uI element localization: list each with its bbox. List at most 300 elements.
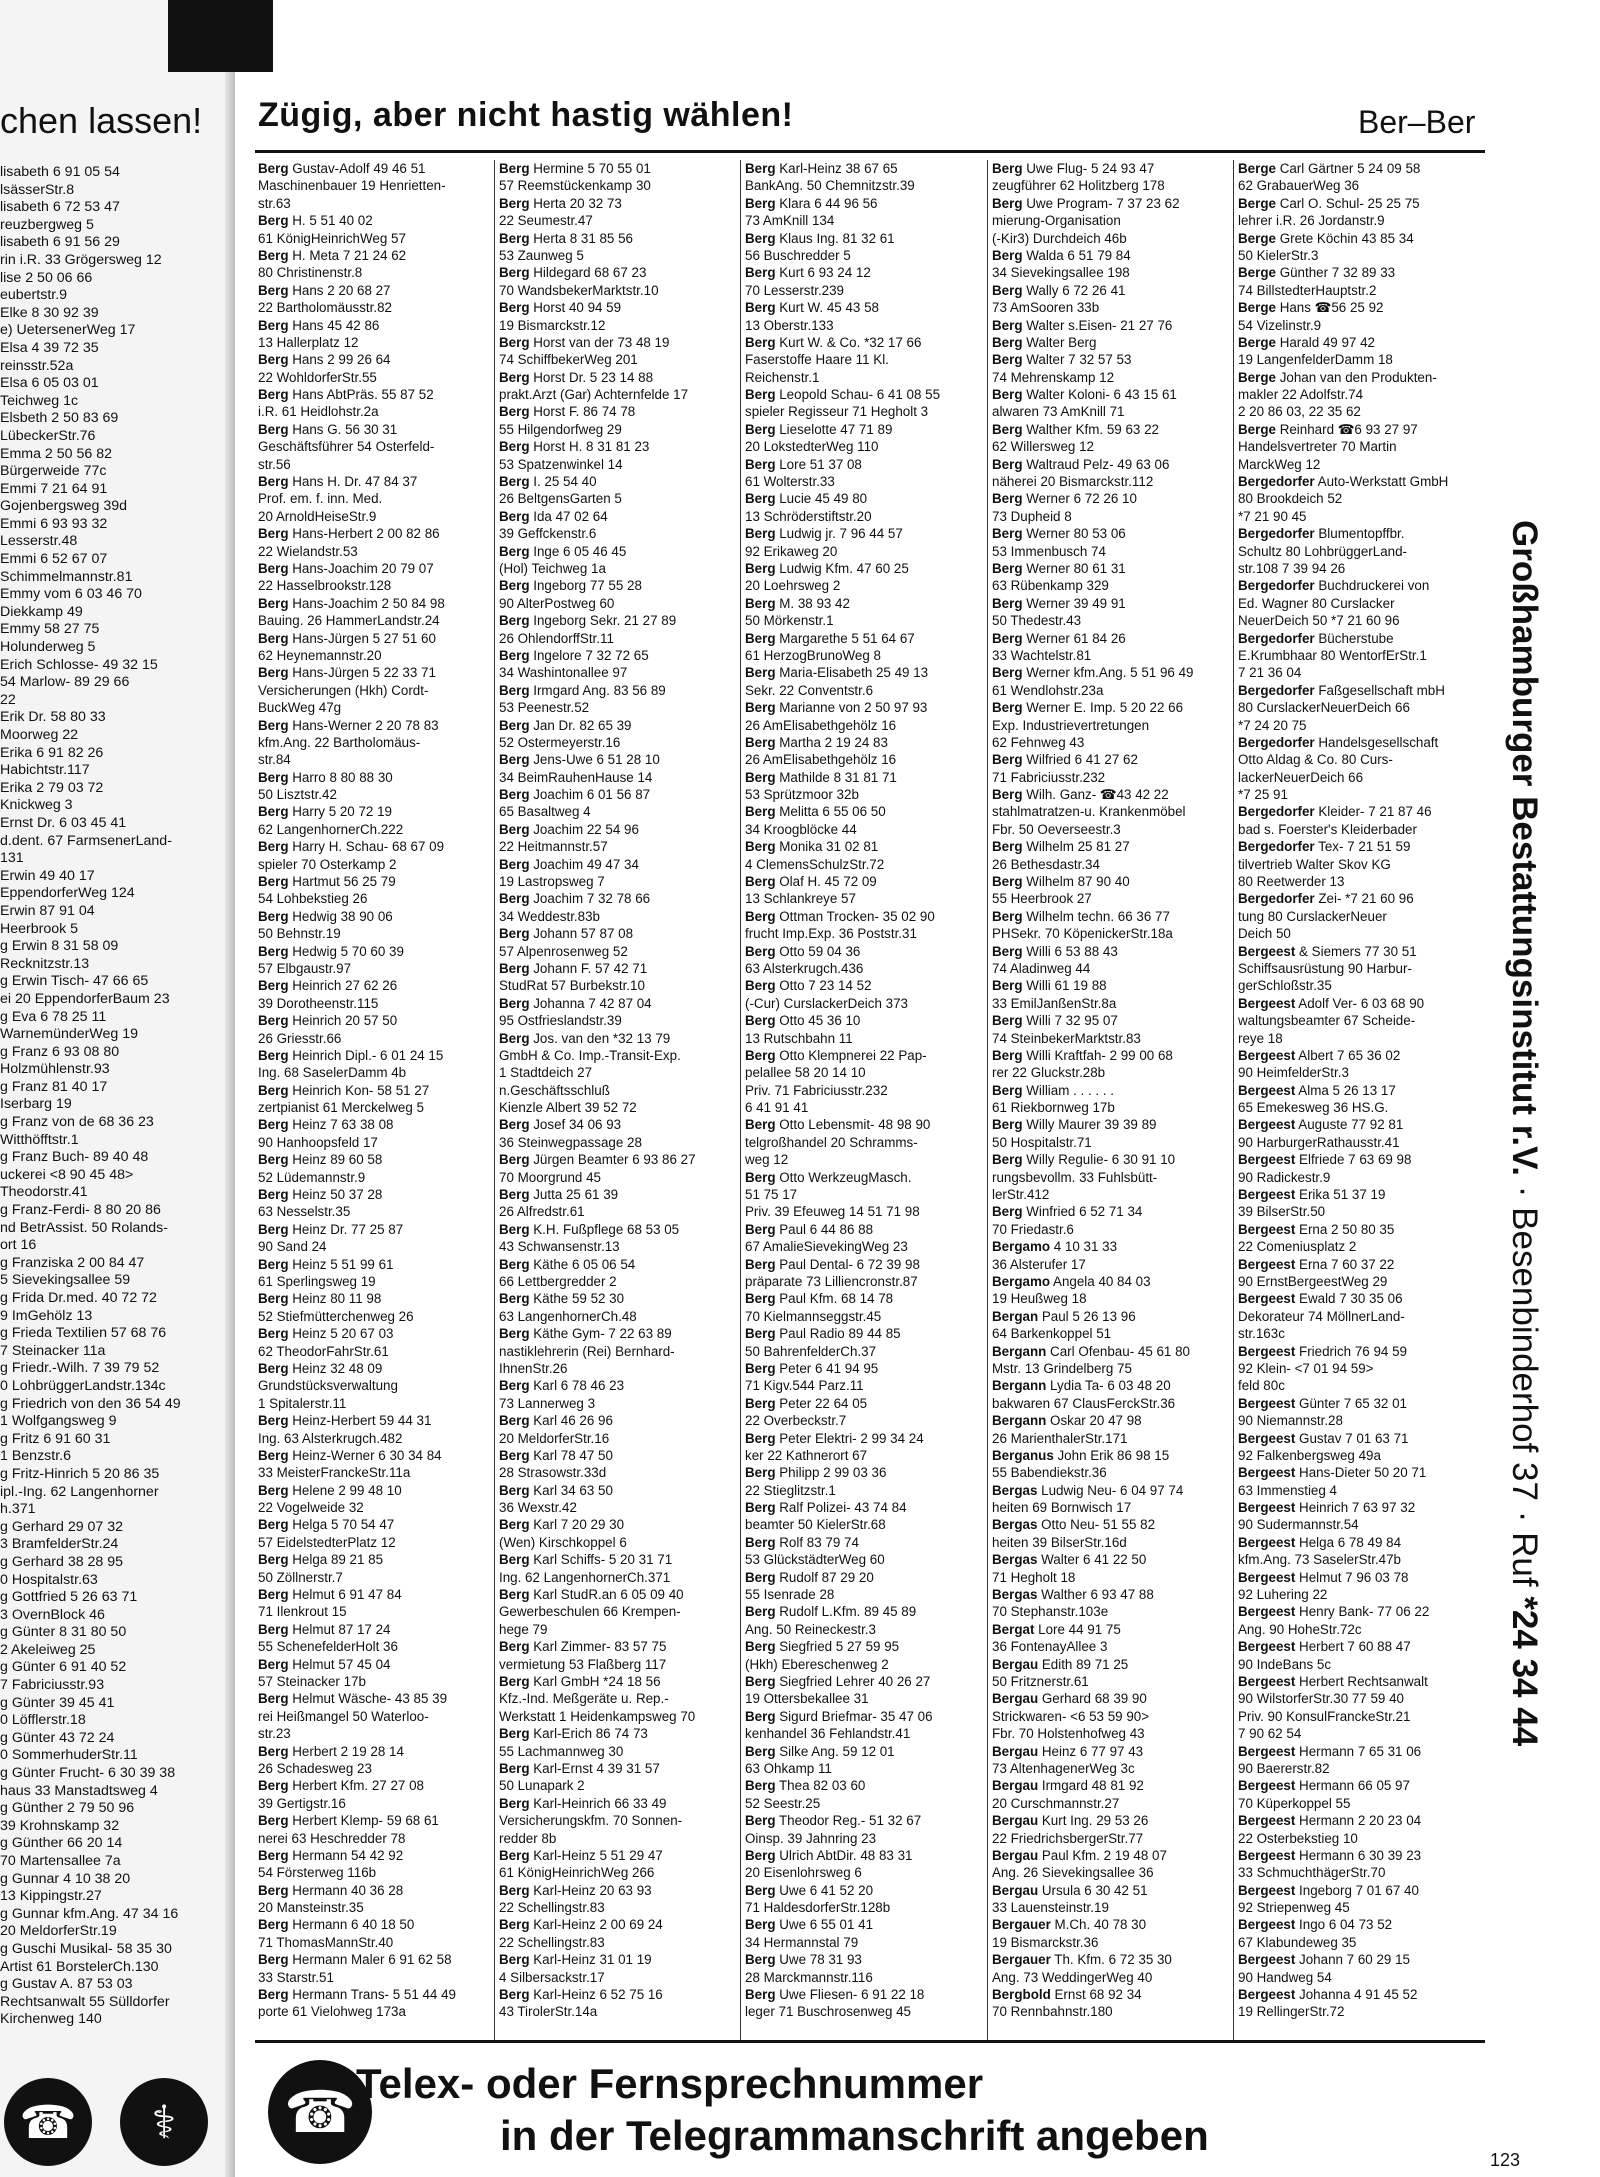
- directory-entry: 19 Bismarckstr.36: [992, 1934, 1099, 1950]
- directory-entry: Bergamo 4 10 31 33: [992, 1239, 1118, 1255]
- directory-entry: 1 Stadtdeich 27: [499, 1065, 593, 1081]
- directory-entry: 26 AmElisabethgehölz 16: [745, 752, 897, 768]
- directory-entry: 61 Wendlohstr.23a: [992, 682, 1104, 698]
- left-page-entry: 70 Martensallee 7a: [0, 1853, 121, 1869]
- left-page-entry: Diekkamp 49: [0, 603, 83, 620]
- directory-entry: Berg Wilhelm 87 90 40: [992, 874, 1130, 890]
- directory-entry: 33 MeisterFranckeStr.11a: [258, 1465, 411, 1481]
- directory-entry: Berg Hans G. 56 30 31: [258, 421, 398, 437]
- directory-entry: 53 Peenestr.52: [499, 700, 590, 716]
- directory-entry: i.R. 61 Heidlohstr.2a: [258, 404, 379, 420]
- directory-entry: 62 TheodorFahrStr.61: [258, 1343, 389, 1359]
- directory-entry: Bauing. 26 HammerLandstr.24: [258, 613, 440, 629]
- directory-entry: Berg Werner 80 61 31: [992, 560, 1126, 576]
- directory-entry: Berg Willi Kraftfah- 2 99 00 68: [992, 1047, 1173, 1063]
- directory-entry: Berg Werner 39 49 91: [992, 595, 1126, 611]
- left-page-entry: Kirchenweg 140: [0, 2011, 102, 2028]
- directory-entry: makler 22 Adolfstr.74: [1238, 387, 1364, 403]
- directory-entry: 33 EmilJanßenStr.8a: [992, 995, 1117, 1011]
- directory-entry: 22 Stieglitzstr.1: [745, 1482, 836, 1498]
- directory-entry: Berg Rudolf 87 29 20: [745, 1569, 874, 1585]
- directory-entry: Berge Carl O. Schul- 25 25 75: [1238, 195, 1420, 211]
- directory-entry: 6 41 91 41: [745, 1100, 809, 1116]
- directory-entry: Berg Hans-Herbert 2 00 82 86: [258, 526, 440, 542]
- left-page-entry: eubertstr.9: [0, 287, 68, 304]
- directory-entry: Berg Heinz 50 37 28: [258, 1187, 383, 1203]
- directory-entry: 55 Isenrade 28: [745, 1587, 835, 1603]
- left-page-entry: g Erwin 8 31 58 09: [0, 938, 119, 955]
- directory-entry: Berge Günther 7 32 89 33: [1238, 265, 1396, 281]
- directory-entry: 61 Sperlingsweg 19: [258, 1274, 376, 1289]
- left-page-entry: 131: [0, 850, 24, 867]
- directory-entry: 61 HerzogBrunoWeg 8: [745, 647, 881, 663]
- directory-entry: 73 Lannerweg 3: [499, 1395, 596, 1411]
- directory-entry: 36 Wexstr.42: [499, 1500, 577, 1516]
- directory-entry: Berg I. 25 54 40: [499, 474, 597, 490]
- directory-entry: Berg Heinrich Dipl.- 6 01 24 15: [258, 1047, 444, 1063]
- left-page-entry: 3 OvernBlock 46: [0, 1606, 105, 1623]
- left-page-entry: g Frida Dr.med. 40 72 72: [0, 1290, 157, 1306]
- left-page-entry: Bürgerweide 77c: [0, 463, 107, 480]
- directory-entry: Berg Ludwig jr. 7 96 44 57: [745, 526, 903, 542]
- directory-entry: leger 71 Buschrosenweg 45: [745, 2004, 912, 2020]
- directory-entry: näherei 20 Bismarckstr.112: [992, 474, 1154, 490]
- left-page-entry: Emma 2 50 56 82: [0, 445, 112, 462]
- directory-entry: Berg Hermann 40 36 28: [258, 1882, 404, 1898]
- directory-entry: alwaren 73 AmKnill 71: [992, 404, 1125, 420]
- directory-entry: 4 ClemensSchulzStr.72: [745, 856, 885, 872]
- directory-entry: 61 KönigHeinrichWeg 266: [499, 1865, 655, 1881]
- directory-entry: 71 Hegholt 18: [992, 1569, 1076, 1585]
- directory-entry: redder 8b: [499, 1830, 557, 1846]
- left-page-entry: g Fritz-Hinrich 5 20 86 35: [0, 1465, 160, 1482]
- directory-entry: Berg Joachim 6 01 56 87: [499, 787, 651, 803]
- directory-entry: Berg Herbert 2 19 28 14: [258, 1743, 404, 1759]
- running-head: Ber–Ber: [1358, 104, 1476, 140]
- directory-entry: 20 Loehrsweg 2: [745, 578, 841, 594]
- directory-entry: Schultz 80 LohbrüggerLand-: [1238, 543, 1407, 559]
- directory-entry: Berg Joachim 7 32 78 66: [499, 891, 651, 907]
- directory-entry: 90 HarburgerRathausstr.41: [1238, 1134, 1400, 1150]
- left-page-entry: Habichtstr.117: [0, 762, 90, 779]
- directory-column-4: [992, 160, 1228, 2040]
- directory-entry: Bergamo Angela 40 84 03: [992, 1274, 1151, 1289]
- directory-entry: Berg Hartmut 56 25 79: [258, 874, 396, 890]
- directory-entry: 73 AltenhagenerWeg 3c: [992, 1760, 1135, 1776]
- directory-entry: str.63: [258, 195, 291, 211]
- directory-entry: Berg Johann 57 87 08: [499, 926, 634, 942]
- directory-entry: Berg Karl-Heinz 5 51 29 47: [499, 1847, 663, 1863]
- directory-entry: 74 SchiffbekerWeg 201: [499, 352, 638, 368]
- directory-entry: Prof. em. f. inn. Med.: [258, 491, 383, 507]
- directory-entry: 36 Steinwegpassage 28: [499, 1134, 642, 1150]
- directory-entry: Berg Herbert Kfm. 27 27 08: [258, 1778, 424, 1794]
- left-page-entry: g Franz-Ferdi- 8 80 20 86: [0, 1202, 161, 1219]
- directory-entry: 53 Immenbusch 74: [992, 543, 1106, 559]
- directory-entry: NeuerDeich 50 *7 21 60 96: [1238, 613, 1400, 629]
- left-page-entry: g Franz 6 93 08 80: [0, 1043, 120, 1060]
- directory-entry: 55 Hilgendorfweg 29: [499, 421, 622, 437]
- directory-entry: Berg Uwe 6 55 01 41: [745, 1917, 874, 1933]
- left-page-entry: Recknitzstr.13: [0, 955, 90, 972]
- left-page-entry: ipl.-Ing. 62 Langenhorner: [0, 1483, 159, 1500]
- directory-entry: 67 AmalieSievekingWeg 23: [745, 1239, 908, 1255]
- directory-column-5: [1238, 160, 1482, 2040]
- directory-entry: Berg Hans 2 99 26 64: [258, 352, 391, 368]
- directory-entry: Berg Otto Lebensmit- 48 98 90: [745, 1117, 931, 1133]
- directory-entry: 50 Thedestr.43: [992, 613, 1082, 629]
- directory-entry: 33 Lauensteinstr.19: [992, 1900, 1109, 1916]
- directory-entry: PHSekr. 70 KöpenickerStr.18a: [992, 926, 1173, 942]
- directory-entry: Berg Karl 6 78 46 23: [499, 1378, 625, 1394]
- directory-entry: Bergeest Ewald 7 30 35 06: [1238, 1291, 1403, 1307]
- directory-entry: 22 FriedrichsbergerStr.77: [992, 1830, 1144, 1846]
- directory-entry: 26 AmElisabethgehölz 16: [745, 717, 897, 733]
- directory-entry: 26 Bethesdastr.34: [992, 856, 1100, 872]
- directory-entry: Berg Heinz-Werner 6 30 34 84: [258, 1447, 442, 1463]
- left-page-entry: g Friedr.-Wilh. 7 39 79 52: [0, 1360, 160, 1377]
- directory-entry: Berg Peter 22 64 05: [745, 1395, 868, 1411]
- directory-entry: Sekr. 22 Conventstr.6: [745, 682, 874, 698]
- directory-entry: Berg Käthe Gym- 7 22 63 89: [499, 1326, 672, 1342]
- directory-entry: 63 Ohkamp 11: [745, 1760, 832, 1776]
- directory-entry: 43 TirolerStr.14a: [499, 2004, 598, 2020]
- directory-entry: Berg Joachim 22 54 96: [499, 821, 639, 837]
- left-page-entry: Rechtsanwalt 55 Sülldorfer: [0, 1993, 170, 2010]
- directory-entry: Gewerbeschulen 66 Krempen-: [499, 1604, 681, 1620]
- left-page-entry: g Erwin Tisch- 47 66 65: [0, 973, 149, 990]
- directory-entry: *7 25 91: [1238, 787, 1288, 803]
- directory-entry: Berg Lieselotte 47 71 89: [745, 421, 893, 437]
- directory-entry: Bergeest Adolf Ver- 6 03 68 90: [1238, 995, 1425, 1011]
- directory-entry: Kfz.-Ind. Meßgeräte u. Rep.-: [499, 1691, 669, 1707]
- directory-entry: Berg Hans-Joachim 2 50 84 98: [258, 595, 445, 611]
- directory-entry: 73 Dupheid 8: [992, 508, 1072, 524]
- directory-entry: 62 Willersweg 12: [992, 439, 1094, 455]
- directory-entry: reye 18: [1238, 1030, 1283, 1046]
- directory-entry: rei Heißmangel 50 Waterloo-: [258, 1708, 429, 1724]
- directory-entry: 62 Fehnweg 43: [992, 734, 1085, 750]
- directory-entry: Berg Karl 34 63 50: [499, 1482, 613, 1498]
- directory-entry: Berg Heinz 32 48 09: [258, 1360, 383, 1376]
- directory-entry: Otto Aldag & Co. 80 Curs-: [1238, 752, 1393, 768]
- directory-entry: Versicherungen (Hkh) Cordt-: [258, 682, 429, 698]
- directory-entry: Bergeest Ingo 6 04 73 52: [1238, 1917, 1393, 1933]
- left-page-entry: Emmi 7 21 64 91: [0, 480, 108, 497]
- directory-entry: 51 75 17: [745, 1187, 798, 1203]
- left-page-entry: g Gunnar kfm.Ang. 47 34 16: [0, 1905, 179, 1922]
- directory-entry: Berg Uwe Flug- 5 24 93 47: [992, 161, 1155, 176]
- directory-entry: Bergeest Erika 51 37 19: [1238, 1187, 1386, 1203]
- directory-entry: 90 HeimfelderStr.3: [1238, 1065, 1349, 1081]
- directory-entry: Berg Heinz 5 51 99 61: [258, 1256, 394, 1272]
- black-index-tab: [168, 0, 273, 72]
- directory-entry: 53 Sprützmoor 32b: [745, 787, 859, 803]
- directory-entry: Bergedorfer Bücherstube: [1238, 630, 1394, 646]
- directory-entry: Berg Werner kfm.Ang. 5 51 96 49: [992, 665, 1194, 681]
- directory-entry: 52 Stiefmütterchenweg 26: [258, 1308, 414, 1324]
- left-page-entry: Knickweg 3: [0, 797, 73, 814]
- directory-entry: Berg Jutta 25 61 39: [499, 1187, 619, 1203]
- directory-entry: Berg Walther Kfm. 59 63 22: [992, 421, 1159, 437]
- directory-entry: Berg Margarethe 5 51 64 67: [745, 630, 915, 646]
- directory-column-3: [745, 160, 981, 2040]
- directory-entry: 54 Vizelinstr.9: [1238, 317, 1322, 333]
- left-page-entry: Witthöfftstr.1: [0, 1131, 79, 1148]
- left-page-entry: 0 SommerhuderStr.11: [0, 1747, 138, 1764]
- directory-entry: 20 Curschmannstr.27: [992, 1795, 1120, 1811]
- left-page-entry: g Günther 2 79 50 96: [0, 1800, 135, 1817]
- left-page-entry: rin i.R. 33 Grögersweg 12: [0, 251, 162, 268]
- directory-entry: Fbr. 50 Oeverseestr.3: [992, 821, 1121, 837]
- left-page-entry: WarnemünderWeg 19: [0, 1026, 139, 1043]
- directory-entry: zeugführer 62 Holitzberg 178: [992, 178, 1165, 194]
- directory-entry: weg 12: [745, 1152, 789, 1168]
- directory-entry: Berg Olaf H. 45 72 09: [745, 874, 877, 890]
- directory-entry: Bergedorfer Handelsgesellschaft: [1238, 734, 1439, 750]
- left-page-entry: h.371: [0, 1501, 36, 1518]
- directory-entry: Berg Käthe 59 52 30: [499, 1291, 625, 1307]
- directory-entry: 62 Heynemannstr.20: [258, 647, 382, 663]
- left-page-entry: 20 MeldorferStr.19: [0, 1923, 117, 1940]
- directory-entry: Berg Willi 7 32 95 07: [992, 1013, 1118, 1029]
- directory-entry: Berg Ida 47 02 64: [499, 508, 608, 524]
- directory-entry: prakt.Arzt (Gar) Achternfelde 17: [499, 387, 689, 403]
- directory-entry: lerStr.412: [992, 1187, 1050, 1203]
- left-page-entry: Artist 61 BorstelerCh.130: [0, 1958, 159, 1975]
- left-page-entry: Elke 8 30 92 39: [0, 304, 99, 321]
- directory-entry: Berg Maria-Elisabeth 25 49 13: [745, 665, 929, 681]
- directory-entry: Bergauer Th. Kfm. 6 72 35 30: [992, 1952, 1172, 1968]
- directory-entry: 22 WohldorferStr.55: [258, 369, 377, 385]
- left-page-entry: g Günter 43 72 24: [0, 1729, 115, 1746]
- left-page-entry: ort 16: [0, 1237, 37, 1254]
- directory-entry: vermietung 53 Flaßberg 117: [499, 1656, 667, 1672]
- directory-entry: Berg Gustav-Adolf 49 46 51: [258, 161, 426, 176]
- directory-entry: Bergeest Johann 7 60 29 15: [1238, 1952, 1410, 1968]
- directory-entry: waltungsbeamter 67 Scheide-: [1238, 1013, 1416, 1029]
- directory-entry: Berg Inge 6 05 46 45: [499, 543, 627, 559]
- directory-entry: Schiffsausrüstung 90 Harbur-: [1238, 960, 1412, 976]
- directory-entry: Bergedorfer Faßgesellschaft mbH: [1238, 682, 1445, 698]
- directory-entry: Berg Hans AbtPräs. 55 87 52: [258, 387, 434, 403]
- directory-entry: kfm.Ang. 73 SaselerStr.47b: [1238, 1552, 1402, 1568]
- directory-entry: 54 Lohbekstieg 26: [258, 891, 368, 907]
- directory-entry: Berg Waltraud Pelz- 49 63 06: [992, 456, 1170, 472]
- directory-entry: 90 Hanhoopsfeld 17: [258, 1134, 378, 1150]
- directory-entry: frucht Imp.Exp. 36 Poststr.31: [745, 926, 917, 942]
- directory-entry: 73 AmKnill 134: [745, 213, 835, 229]
- directory-entry: 61 Riekbornweg 17b: [992, 1100, 1115, 1116]
- directory-entry: 22 Heitmannstr.57: [499, 839, 608, 855]
- directory-entry: (Hol) Teichweg 1a: [499, 560, 606, 576]
- column-divider: [740, 160, 741, 2040]
- directory-entry: Berg Rudolf L.Kfm. 89 45 89: [745, 1604, 917, 1620]
- directory-entry: Versicherungskfm. 70 Sonnen-: [499, 1813, 683, 1829]
- directory-entry: 22 Vogelweide 32: [258, 1500, 364, 1516]
- directory-entry: 22 Schellingstr.83: [499, 1900, 605, 1916]
- directory-entry: BuckWeg 47g: [258, 700, 342, 716]
- telephone-icon: ☎: [4, 2078, 92, 2166]
- directory-entry: 19 Bismarckstr.12: [499, 317, 606, 333]
- directory-entry: 22 Overbeckstr.7: [745, 1413, 847, 1429]
- directory-entry: Berg Karl 7 20 29 30: [499, 1517, 625, 1533]
- directory-entry: spieler Regisseur 71 Hegholt 3: [745, 404, 929, 420]
- directory-entry: Exp. Industrievertretungen: [992, 717, 1150, 733]
- left-page-entry: 7 Steinacker 11a: [0, 1342, 106, 1359]
- directory-entry: Berg Peter 6 41 94 95: [745, 1360, 879, 1376]
- directory-entry: 57 Alpenrosenweg 52: [499, 943, 628, 959]
- directory-entry: Berg Harro 8 80 88 30: [258, 769, 393, 785]
- directory-entry: Bergeest Ingeborg 7 01 67 40: [1238, 1882, 1419, 1898]
- directory-entry: 28 Marckmannstr.116: [745, 1969, 873, 1985]
- left-page-entry: g Gunnar 4 10 38 20: [0, 1870, 131, 1887]
- directory-entry: 36 Alsterufer 17: [992, 1256, 1086, 1272]
- directory-entry: 63 Nesselstr.35: [258, 1204, 351, 1220]
- directory-entry: Berg Werner 61 84 26: [992, 630, 1126, 646]
- directory-entry: Berg Paul 6 44 86 88: [745, 1221, 874, 1237]
- left-page-entry: Erika 6 91 82 26: [0, 744, 104, 761]
- left-page-entry: lsässerStr.8: [0, 181, 75, 198]
- sidebar-text: [1488, 520, 1560, 1980]
- directory-entry: Berg Ingeborg Sekr. 21 27 89: [499, 613, 677, 629]
- directory-entry: Bergeest Friedrich 76 94 59: [1238, 1343, 1407, 1359]
- left-page-entry: Erwin 87 91 04: [0, 902, 95, 919]
- left-page-entry: g Gerhard 38 28 95: [0, 1553, 124, 1570]
- directory-entry: Priv. 39 Efeuweg 14 51 71 98: [745, 1204, 920, 1220]
- medical-symbol-icon: ⚕: [120, 2078, 208, 2166]
- directory-entry: 50 Lisztstr.42: [258, 787, 337, 803]
- column-divider: [494, 160, 495, 2040]
- directory-entry: Berg Martha 2 19 24 83: [745, 734, 888, 750]
- directory-entry: str.56: [258, 456, 291, 472]
- directory-entry: 57 Steinacker 17b: [258, 1673, 366, 1689]
- directory-entry: 62 GrabauerWeg 36: [1238, 178, 1360, 194]
- sidebar-phone-label: Ruf: [1505, 1532, 1544, 1587]
- directory-entry: 53 Zaunweg 5: [499, 247, 584, 263]
- directory-entry: Berg Helga 89 21 85: [258, 1552, 384, 1568]
- directory-entry: stahlmatratzen-u. Krankenmöbel: [992, 804, 1186, 820]
- directory-entry: Berg Helga 5 70 54 47: [258, 1517, 395, 1533]
- directory-entry: 22 Wielandstr.53: [258, 543, 358, 559]
- directory-entry: Berg Hermann 54 42 92: [258, 1847, 404, 1863]
- telex-notice-line-1: Telex- oder Fernsprechnummer: [356, 2060, 984, 2107]
- directory-entry: Berg Melitta 6 55 06 50: [745, 804, 886, 820]
- directory-entry: str.108 7 39 94 26: [1238, 560, 1346, 576]
- directory-entry: beamter 50 KielerStr.68: [745, 1517, 886, 1533]
- left-page-entry: g Günter 8 31 80 50: [0, 1624, 127, 1641]
- directory-entry: (-Cur) CurslackerDeich 373: [745, 995, 908, 1011]
- directory-entry: nastiklehrerin (Rei) Bernhard-: [499, 1343, 675, 1359]
- directory-entry: Berg Helmut 6 91 47 84: [258, 1587, 402, 1603]
- column-divider: [987, 160, 988, 2040]
- left-page-entry: lise 2 50 06 66: [0, 269, 93, 286]
- directory-entry: 70 WandsbekerMarktstr.10: [499, 282, 659, 298]
- directory-entry: Bergeest Hermann 66 05 97: [1238, 1778, 1410, 1794]
- directory-entry: Bergau Heinz 6 77 97 43: [992, 1743, 1144, 1759]
- left-page-entry: Erich Schlosse- 49 32 15: [0, 656, 158, 673]
- directory-entry: 22 Hasselbrookstr.128: [258, 578, 392, 594]
- directory-entry: bakwaren 67 ClausFerckStr.36: [992, 1395, 1176, 1411]
- directory-entry: Berg Hermann Maler 6 91 62 58: [258, 1952, 452, 1968]
- directory-entry: Berg Siegfried Lehrer 40 26 27: [745, 1673, 931, 1689]
- directory-entry: 20 Mansteinstr.35: [258, 1900, 364, 1916]
- directory-entry: Berg Helmut 87 17 24: [258, 1621, 391, 1637]
- directory-entry: Berg Mathilde 8 31 81 71: [745, 769, 897, 785]
- directory-entry: Bergann Lydia Ta- 6 03 48 20: [992, 1378, 1171, 1394]
- directory-entry: 54 Försterweg 116b: [258, 1865, 377, 1881]
- directory-entry: BankAng. 50 Chemnitzstr.39: [745, 178, 915, 194]
- directory-entry: Berg M. 38 93 42: [745, 595, 850, 611]
- directory-entry: Bergedorfer Zei- *7 21 60 96: [1238, 891, 1414, 907]
- directory-entry: Bergeest Herbert 7 60 88 47: [1238, 1639, 1411, 1655]
- directory-entry: Berg Wilfried 6 41 27 62: [992, 752, 1138, 768]
- directory-entry: Berg Heinrich 27 62 26: [258, 978, 398, 994]
- directory-entry: Berg Otto 45 36 10: [745, 1013, 861, 1029]
- directory-entry: Bergeest Günter 7 65 32 01: [1238, 1395, 1407, 1411]
- directory-entry: 92 Erikaweg 20: [745, 543, 838, 559]
- directory-entry: Berg Marianne von 2 50 97 93: [745, 700, 928, 716]
- directory-entry: Berg Karl-Heinz 6 52 75 16: [499, 1987, 663, 2003]
- directory-entry: 39 BilserStr.50: [1238, 1204, 1326, 1220]
- directory-entry: Berg Jürgen Beamter 6 93 86 27: [499, 1152, 696, 1168]
- directory-entry: 19 Lastropsweg 7: [499, 874, 605, 890]
- directory-entry: 61 Wolterstr.33: [745, 474, 835, 490]
- left-page-entry: ei 20 EppendorferBaum 23: [0, 990, 170, 1007]
- left-page-entry: Gojenbergsweg 39d: [0, 498, 127, 515]
- directory-entry: 71 Fabriciusstr.232: [992, 769, 1106, 785]
- directory-entry: Berg Jan Dr. 82 65 39: [499, 717, 632, 733]
- directory-entry: 63 LangenhornerCh.48: [499, 1308, 637, 1324]
- directory-entry: Berg Karl-Heinz 31 01 19: [499, 1952, 652, 1968]
- directory-entry: 13 Rutschbahn 11: [745, 1030, 853, 1046]
- directory-entry: Bergedorfer Kleider- 7 21 87 46: [1238, 804, 1432, 820]
- directory-entry: Berg Hermine 5 70 55 01: [499, 161, 651, 176]
- sidebar-address: Besenbinderhof 37: [1505, 1207, 1544, 1501]
- directory-entry: Berg Karl-Erich 86 74 73: [499, 1726, 648, 1742]
- directory-entry: Ang. 50 Reineckestr.3: [745, 1621, 877, 1637]
- directory-entry: Berg Ludwig Kfm. 47 60 25: [745, 560, 909, 576]
- left-page-entry: Teichweg 1c: [0, 392, 79, 409]
- left-page-entry: 1 Benzstr.6: [0, 1448, 71, 1465]
- directory-entry: 65 Emekesweg 36 HS.G.: [1238, 1100, 1389, 1116]
- directory-entry: Bergedorfer Auto-Werkstatt GmbH: [1238, 474, 1449, 490]
- directory-entry: 43 Schwansenstr.13: [499, 1239, 620, 1255]
- directory-entry: Bergeest Johanna 4 91 45 52: [1238, 1987, 1418, 2003]
- directory-entry: Berg Heinz 80 11 98: [258, 1291, 382, 1307]
- directory-entry: IhnenStr.26: [499, 1360, 568, 1376]
- directory-entry: 70 Kielmannseggstr.45: [745, 1308, 882, 1324]
- left-page-entry: nd BetrAssist. 50 Rolands-: [0, 1219, 168, 1236]
- directory-entry: kfm.Ang. 22 Bartholomäus-: [258, 734, 421, 750]
- directory-entry: 52 Seestr.25: [745, 1795, 821, 1811]
- directory-entry: Bergeest Helmut 7 96 03 78: [1238, 1569, 1409, 1585]
- directory-entry: Berg Helmut 57 45 04: [258, 1656, 391, 1672]
- left-page-entry: g Franz Buch- 89 40 48: [0, 1149, 149, 1166]
- directory-entry: Berg Uwe Program- 7 37 23 62: [992, 195, 1180, 211]
- left-page-entry: 3 BramfelderStr.24: [0, 1536, 119, 1553]
- left-page-entry: Emmy 58 27 75: [0, 621, 100, 638]
- directory-entry: Berg Klara 6 44 96 56: [745, 195, 878, 211]
- directory-entry: Berg K.H. Fußpflege 68 53 05: [499, 1221, 680, 1237]
- directory-entry: 90 Sand 24: [258, 1239, 327, 1255]
- directory-entry: 22 Bartholomäusstr.82: [258, 300, 392, 316]
- directory-entry: Bergau Kurt Ing. 29 53 26: [992, 1813, 1149, 1829]
- directory-entry: Berg Werner 6 72 26 10: [992, 491, 1137, 507]
- directory-entry: 22 Osterbekstieg 10: [1238, 1830, 1358, 1846]
- directory-entry: 70 Stephanstr.103e: [992, 1604, 1109, 1620]
- directory-entry: Dekorateur 74 MöllnerLand-: [1238, 1308, 1405, 1324]
